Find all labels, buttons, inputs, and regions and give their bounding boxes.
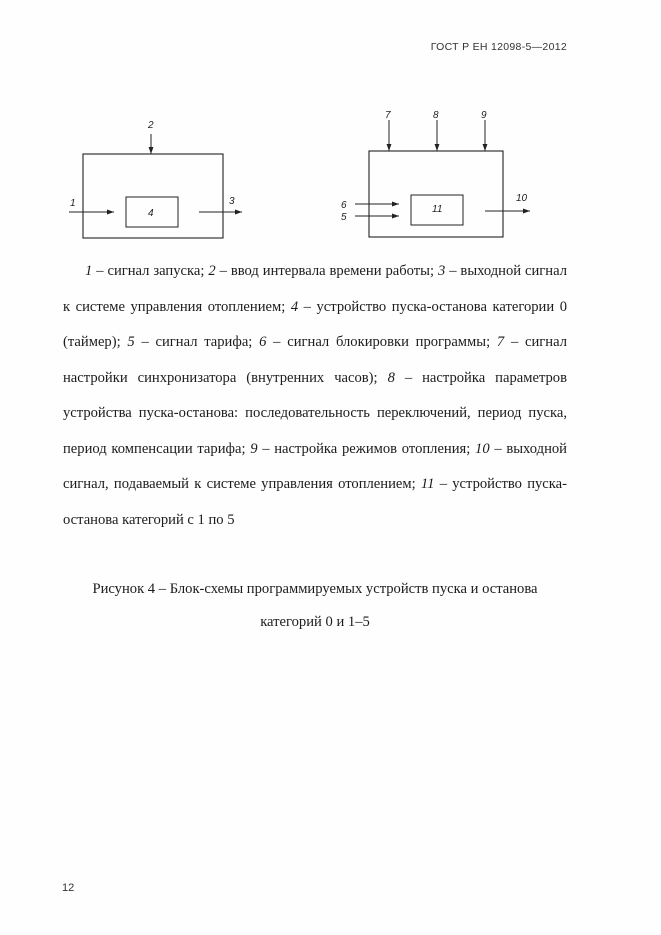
legend-num: 4 [290, 298, 299, 315]
label-5: 5 [341, 212, 347, 223]
diagram-categories-1-5 [341, 110, 530, 237]
legend-text: – сигнал блокировки программы; [266, 334, 497, 350]
legend-paragraph [63, 254, 567, 538]
legend-num: 1 [85, 263, 93, 279]
legend-text: – сигнал запуска; [92, 263, 209, 279]
legend-num: 2 [208, 263, 216, 279]
legend-text: – выходной сигнал, подаваемый к системе управления отоплением; [63, 440, 567, 492]
outer-block-right [369, 151, 503, 237]
caption-line-1: Рисунок 4 – Блок-схемы программируемых устройств пуска и останова [92, 581, 538, 597]
figure-caption [55, 573, 575, 639]
page-number: 12 [62, 882, 75, 894]
diagram-category-0 [69, 120, 242, 238]
legend-num: 11 [420, 476, 435, 492]
block-diagrams [0, 0, 661, 260]
legend-num: 5 [127, 334, 135, 350]
label-11: 11 [432, 204, 443, 215]
label-3: 3 [229, 196, 235, 207]
legend-text: – настройка режимов отопления; [257, 440, 476, 457]
legend-text: – настройка параметров устройства пуска-останова: последовательность переключений, период пуска, период компенсации тарифа; [63, 369, 567, 457]
legend-text: – устройство пуска-останова категории 0 (таймер); [63, 298, 567, 350]
label-8: 8 [433, 110, 439, 121]
label-10: 10 [516, 193, 528, 204]
label-9: 9 [481, 110, 487, 121]
label-1: 1 [70, 198, 76, 209]
legend-num: 10 [475, 440, 490, 457]
legend-num: 6 [259, 334, 267, 350]
legend-num: 3 [437, 263, 446, 279]
outer-block-left [83, 154, 223, 238]
legend-text: – ввод интервала времени работы; [215, 263, 438, 279]
document-header: ГОСТ Р ЕН 12098-5—2012 [430, 41, 567, 53]
label-4: 4 [148, 208, 154, 219]
legend-num: 9 [250, 440, 258, 457]
legend-num: 7 [496, 334, 505, 350]
label-7: 7 [385, 110, 391, 121]
legend-text: – выходной сигнал к системе управления отоплением; [63, 263, 567, 315]
legend-num: 8 [387, 369, 395, 386]
figure-legend [63, 254, 567, 538]
legend-text: – сигнал настройки синхронизатора (внутренних часов); [63, 334, 567, 386]
legend-text: – устройство пуска-останова категорий с 1 по 5 [63, 476, 567, 528]
caption-line-2: категорий 0 и 1–5 [260, 614, 370, 630]
label-6: 6 [341, 200, 347, 211]
label-2: 2 [148, 120, 154, 131]
legend-text: – сигнал тарифа; [134, 334, 260, 350]
